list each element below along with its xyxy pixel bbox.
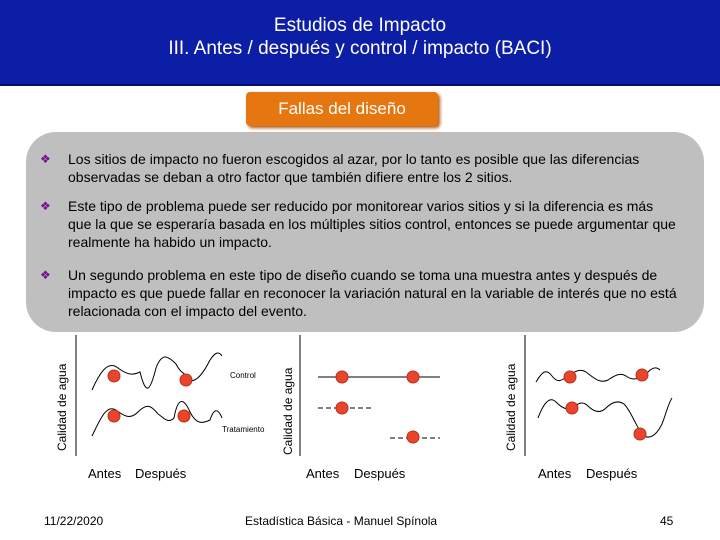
- diamond-bullet-icon: ❖: [40, 152, 51, 166]
- treatment-before-point: [108, 410, 120, 422]
- slide-title: [0, 14, 720, 60]
- footer-date: 11/22/2020: [44, 514, 104, 528]
- title-bar: [0, 0, 720, 86]
- bullet-1-text: Los sitios de impacto no fueron escogidos al azar, por lo tanto es posible que las diferencias observadas se deban a otro factor que también difiere entre los 2 sitios.: [68, 151, 640, 185]
- control-after-point: [636, 369, 648, 381]
- diagram-1: [55, 335, 265, 481]
- control-before-point: [108, 370, 120, 382]
- control-before-point: [336, 371, 348, 383]
- control-after-point: [180, 374, 192, 386]
- baci-diagrams: [0, 320, 720, 490]
- control-label: Control: [230, 371, 256, 380]
- treatment-before-point: [566, 402, 578, 414]
- diagram-3: [504, 335, 672, 481]
- footer-course: Estadística Básica - Manuel Spínola: [245, 514, 438, 528]
- diagram-1-after-label: Después: [135, 466, 187, 481]
- diagram-2-after-label: Después: [354, 466, 406, 481]
- treatment-label: Tratamiento: [222, 425, 265, 434]
- diamond-bullet-icon: ❖: [40, 199, 51, 213]
- diagram-2-ylabel: Calidad de agua: [281, 367, 295, 455]
- diagram-3-ylabel: Calidad de agua: [504, 363, 518, 451]
- bullet-2: [40, 197, 680, 251]
- treatment-after-point: [634, 428, 646, 440]
- control-before-point: [564, 371, 576, 383]
- treatment-before-point: [336, 402, 348, 414]
- bullet-1: [40, 150, 680, 186]
- diagram-1-ylabel: Calidad de agua: [55, 363, 69, 451]
- diamond-bullet-icon: ❖: [40, 268, 51, 282]
- treatment-series-line: [538, 398, 672, 437]
- bullet-2-text: Este tipo de problema puede ser reducido por monitorear varios sitios y si la diferencia es más que la que se esperaría basada en los múltiples sitios control, entonces se puede argumentar que realmente ha habido un impacto.: [68, 198, 676, 250]
- treatment-after-point: [178, 410, 190, 422]
- diagram-1-before-label: Antes: [88, 466, 122, 481]
- diagram-3-after-label: Después: [586, 466, 638, 481]
- treatment-after-point: [407, 431, 419, 443]
- bullet-3: [40, 266, 680, 320]
- title-line-2: III. Antes / después y control / impacto (BACI): [168, 38, 552, 59]
- footer-page-number: 45: [660, 514, 674, 528]
- control-after-point: [407, 371, 419, 383]
- title-line-1: Estudios de Impacto: [273, 15, 447, 36]
- diagram-3-before-label: Antes: [538, 466, 572, 481]
- bullet-3-text: Un segundo problema en este tipo de diseño cuando se toma una muestra antes y después de impacto es que puede fallar en reconocer la variación natural en la variable de interés que no está relacionada con el impacto del evento.: [68, 267, 677, 319]
- diagram-2-before-label: Antes: [306, 466, 340, 481]
- diagram-2: [281, 335, 440, 481]
- section-badge: Fallas del diseño: [246, 92, 438, 126]
